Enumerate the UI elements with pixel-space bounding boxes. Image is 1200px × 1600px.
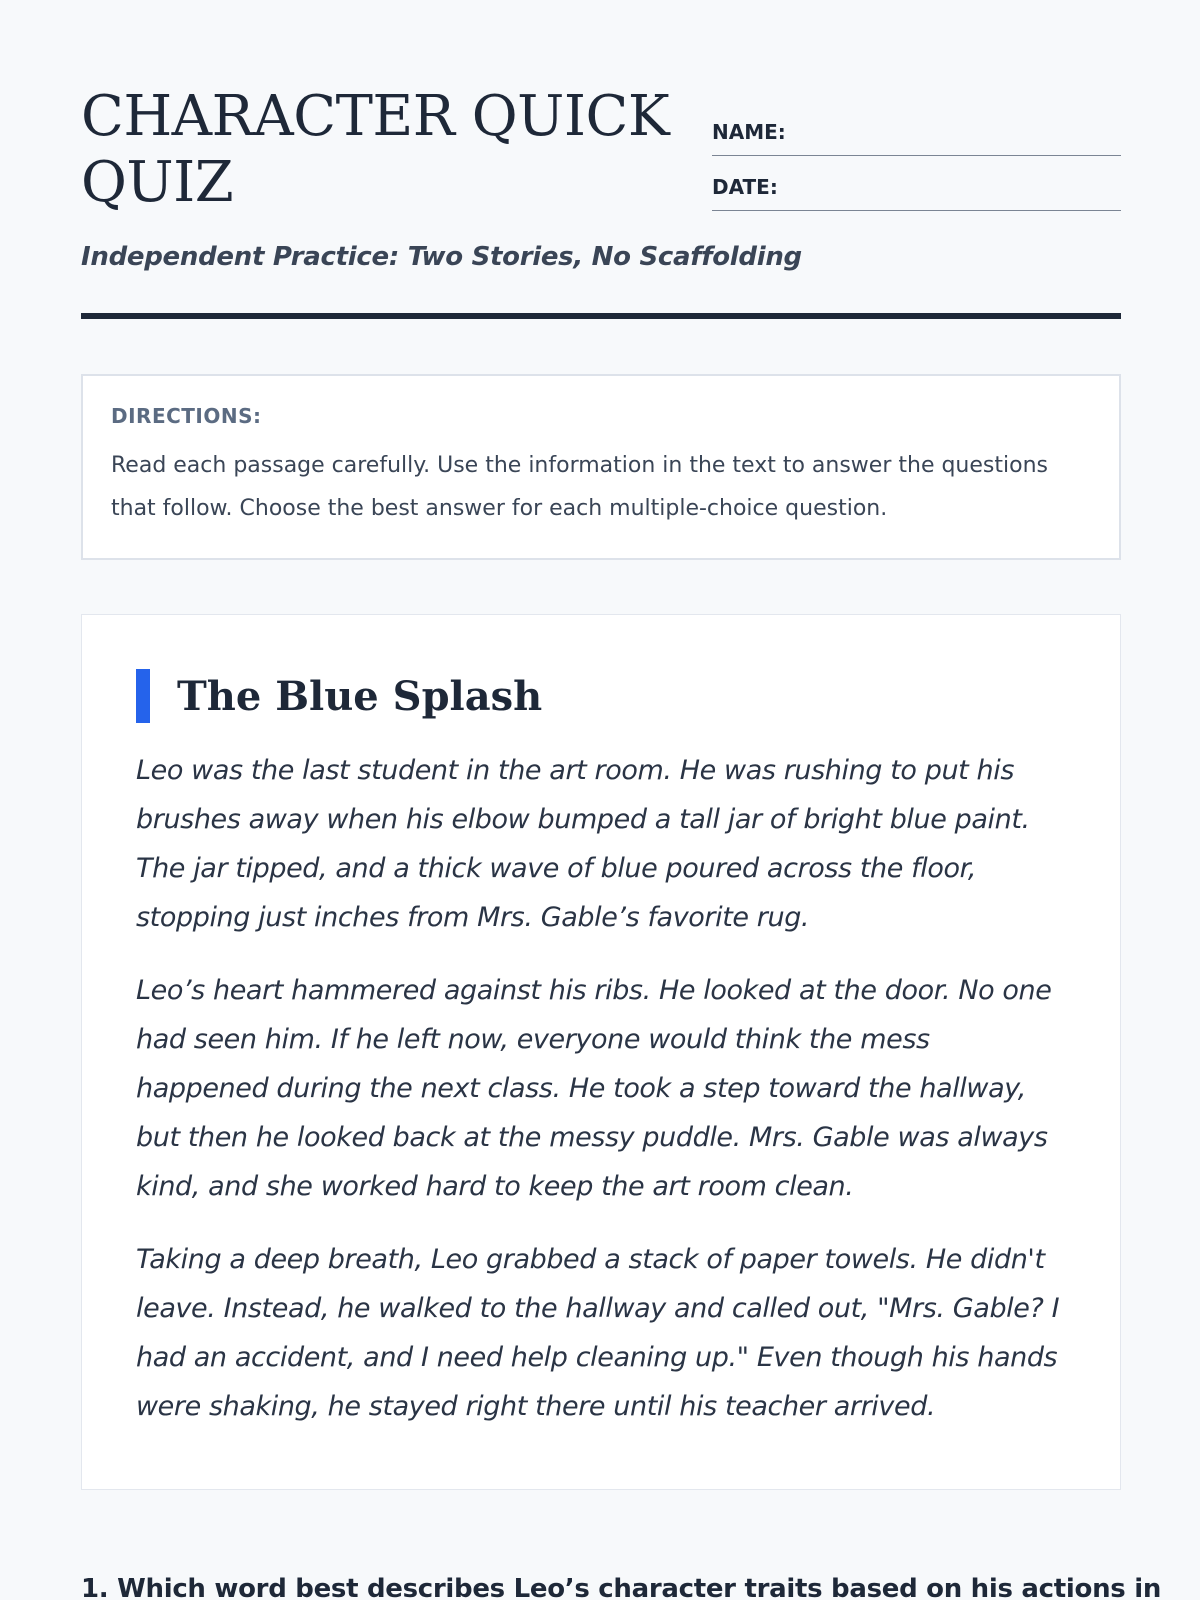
story-paragraph: Taking a deep breath, Leo grabbed a stack of paper towels. He didn't leave. Instead, he walked to the hallway and called out, "Mrs. Gable? I had an accident, and I need help cleaning up." Even though his hands were shaking, he stayed right there until his teacher arrived. [136,1244,1060,1422]
page-title: CHARACTER QUICK QUIZ [81,84,670,215]
date-label: DATE: [712,175,778,199]
name-field[interactable] [712,116,1121,156]
story-card [81,614,1121,1490]
quiz-header [81,84,1121,284]
question-1-prompt: 1. Which word best describes Leo’s character traits based on his actions in [81,1574,1162,1600]
directions-text: Read each passage carefully. Use the information in the text to answer the questions that follow. Choose the best answer for each multiple-choice question. [111,453,1048,521]
directions-label: DIRECTIONS: [111,404,262,428]
story-title: The Blue Splash [177,673,543,720]
story-paragraph: Leo was the last student in the art room. He was rushing to put his brushes away when his elbow bumped a tall jar of bright blue paint. The jar tipped, and a thick wave of blue poured across the floor, stopping just inches from Mrs. Gable’s favorite rug. [136,755,1030,933]
name-label: NAME: [712,120,786,144]
page-subtitle: Independent Practice: Two Stories, No Scaffolding [81,242,802,272]
story-accent-bar [136,669,150,723]
story-header [136,669,1068,725]
story-paragraph: Leo’s heart hammered against his ribs. He looked at the door. No one had seen him. If he left now, everyone would think the mess happened during the next class. He took a step toward the hallway, but then he looked back at the messy puddle. Mrs. Gable was always kind, and she worked hard to keep the art room clean. [136,975,1052,1202]
header-divider [81,313,1121,319]
date-field[interactable] [712,171,1121,211]
directions-box [81,374,1121,560]
